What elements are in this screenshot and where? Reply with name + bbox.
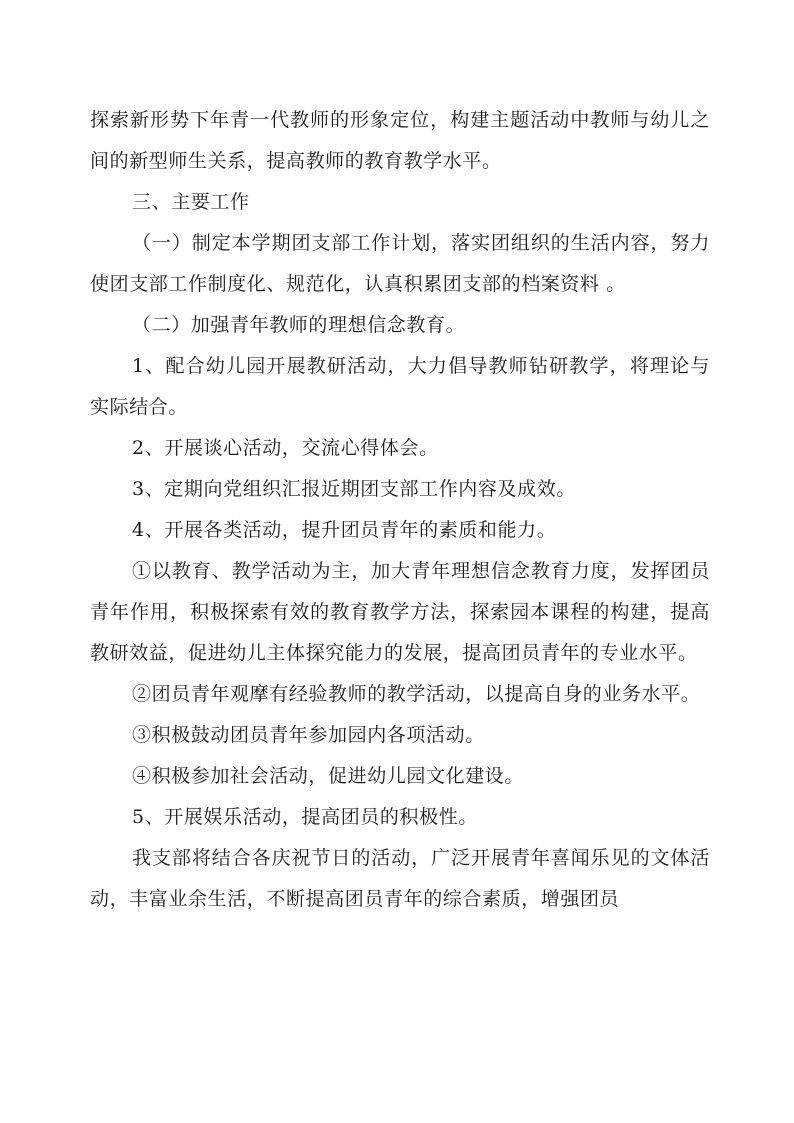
sub-item-3: ③积极鼓动团员青年参加园内各项活动。 [132, 724, 485, 746]
sub-item-1: ①以教育、教学活动为主，加大青年理想信念教育力度，发挥团员青年作用，积极探索有效的教育教学方法，探索园本课程的构建，提高教研效益，促进幼儿主体探究能力的发展，提高团员青年的专业水平。 [90, 560, 710, 664]
document-body [90, 100, 710, 920]
list-item-5: 5、开展娱乐活动，提高团员的积极性。 [132, 806, 478, 828]
list-item-2: 2、开展谈心活动，交流心得体会。 [132, 437, 439, 459]
list-item-1: 1、配合幼儿园开展教研活动，大力倡导教师钻研教学，将理论与实际结合。 [90, 355, 710, 418]
paragraph-continuation: 探索新形势下年青一代教师的形象定位，构建主题活动中教师与幼儿之间的新型师生关系，提高教师的教育教学水平。 [90, 109, 710, 172]
paragraph-item-1: （一）制定本学期团支部工作计划，落实团组织的生活内容，努力使团支部工作制度化、规范化，认真积累团支部的档案资料 。 [90, 232, 710, 295]
list-item-4: 4、开展各类活动，提升团员青年的素质和能力。 [132, 519, 557, 541]
section-heading-main-work: 三、主要工作 [132, 191, 250, 213]
paragraph-item-2: （二）加强青年教师的理想信念教育。 [132, 314, 466, 336]
list-item-3: 3、定期向党组织汇报近期团支部工作内容及成效。 [132, 478, 576, 500]
sub-item-2: ②团员青年观摩有经验教师的教学活动，以提高自身的业务水平。 [132, 683, 701, 705]
paragraph-closing: 我支部将结合各庆祝节日的活动，广泛开展青年喜闻乐见的文体活动，丰富业余生活，不断提高团员青年的综合素质，增强团员 [90, 847, 710, 910]
sub-item-4: ④积极参加社会活动，促进幼儿园文化建设。 [132, 765, 525, 787]
